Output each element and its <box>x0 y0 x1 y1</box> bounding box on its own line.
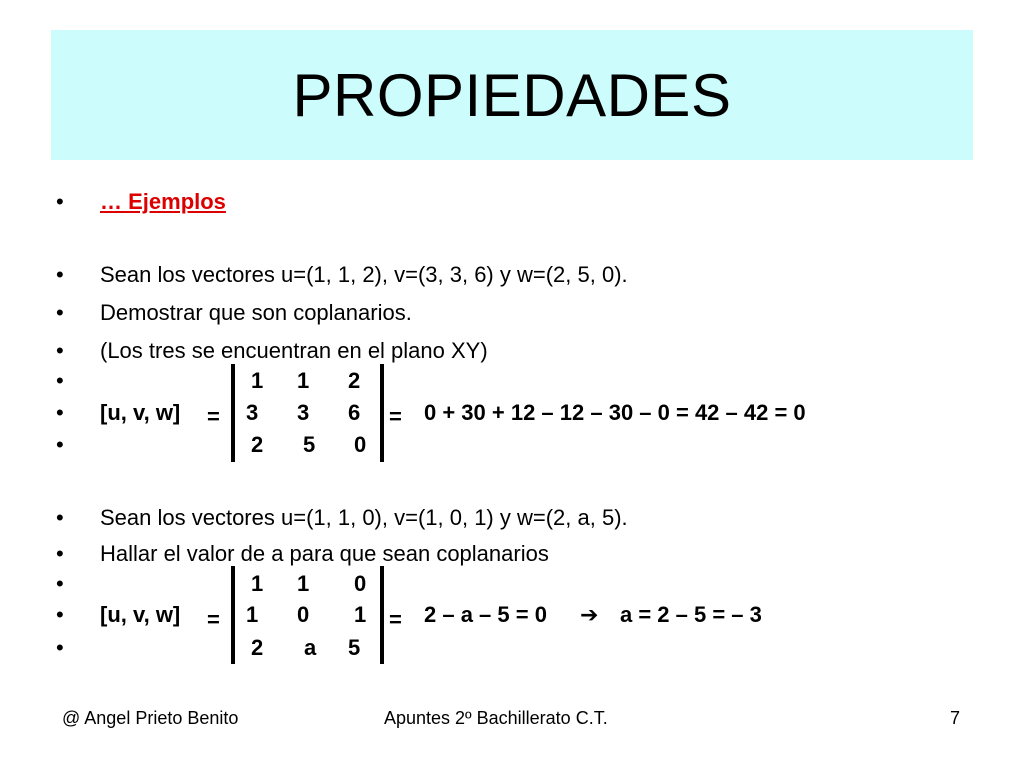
examples-heading: … Ejemplos <box>100 189 226 214</box>
bullet: • <box>56 189 64 214</box>
footer-author: @ Angel Prieto Benito <box>62 708 239 728</box>
example2-line2: Hallar el valor de a para que sean coplanarios <box>100 541 549 566</box>
matrix2-cell: 1 <box>354 602 367 627</box>
matrix2-cell: 5 <box>348 635 361 660</box>
example1-result: 0 + 30 + 12 – 12 – 30 – 0 = 42 – 42 = 0 <box>424 400 806 425</box>
example1-line1: Sean los vectores u=(1, 1, 2), v=(3, 3, 6) y w=(2, 5, 0). <box>100 262 628 287</box>
bullet: • <box>56 368 64 393</box>
bullet: • <box>56 571 64 596</box>
matrix2-cell: 0 <box>354 571 367 596</box>
determinant-bar-left <box>231 364 235 462</box>
title-banner <box>51 30 973 160</box>
bullet: • <box>56 300 64 325</box>
matrix2-cell: 1 <box>251 571 264 596</box>
implies-arrow-icon: ➔ <box>580 603 599 628</box>
matrix1-cell: 6 <box>348 400 361 425</box>
example2-equals-right: = <box>389 607 402 632</box>
bullet: • <box>56 432 64 457</box>
matrix2-cell: 0 <box>297 602 310 627</box>
matrix1-cell: 3 <box>297 400 310 425</box>
slide-title: PROPIEDADES <box>292 61 732 129</box>
matrix1-cell: 0 <box>354 432 367 457</box>
matrix1-cell: 5 <box>303 432 316 457</box>
bullet: • <box>56 602 64 627</box>
bullet: • <box>56 400 64 425</box>
example1-line3: (Los tres se encuentran en el plano XY) <box>100 338 488 363</box>
matrix2-cell: a <box>304 635 317 660</box>
matrix1-cell: 1 <box>251 368 264 393</box>
matrix1-cell: 2 <box>348 368 361 393</box>
example1-line2: Demostrar que son coplanarios. <box>100 300 412 325</box>
determinant-bar-right <box>380 364 384 462</box>
determinant-bar-left <box>231 566 235 664</box>
matrix2-cell: 2 <box>251 635 264 660</box>
example1-equals-left: = <box>207 404 220 429</box>
matrix1-cell: 2 <box>251 432 264 457</box>
example1-equals-right: = <box>389 404 402 429</box>
determinant-bar-right <box>380 566 384 664</box>
example1-label: [u, v, w] <box>100 400 181 425</box>
bullet: • <box>56 338 64 363</box>
example2-label: [u, v, w] <box>100 602 181 627</box>
matrix2-cell: 1 <box>297 571 310 596</box>
bullet: • <box>56 262 64 287</box>
bullet: • <box>56 505 64 530</box>
example2-equals-left: = <box>207 607 220 632</box>
matrix1-cell: 1 <box>297 368 310 393</box>
example2-line1: Sean los vectores u=(1, 1, 0), v=(1, 0, 1) y w=(2, a, 5). <box>100 505 628 530</box>
footer-course: Apuntes 2º Bachillerato C.T. <box>384 708 608 728</box>
example2-result-left: 2 – a – 5 = 0 <box>424 602 547 627</box>
example2-result-right: a = 2 – 5 = – 3 <box>620 602 762 627</box>
bullet: • <box>56 541 64 566</box>
matrix1-cell: 3 <box>246 400 259 425</box>
bullet: • <box>56 635 64 660</box>
matrix2-cell: 1 <box>246 602 259 627</box>
footer-page-number: 7 <box>950 708 961 728</box>
